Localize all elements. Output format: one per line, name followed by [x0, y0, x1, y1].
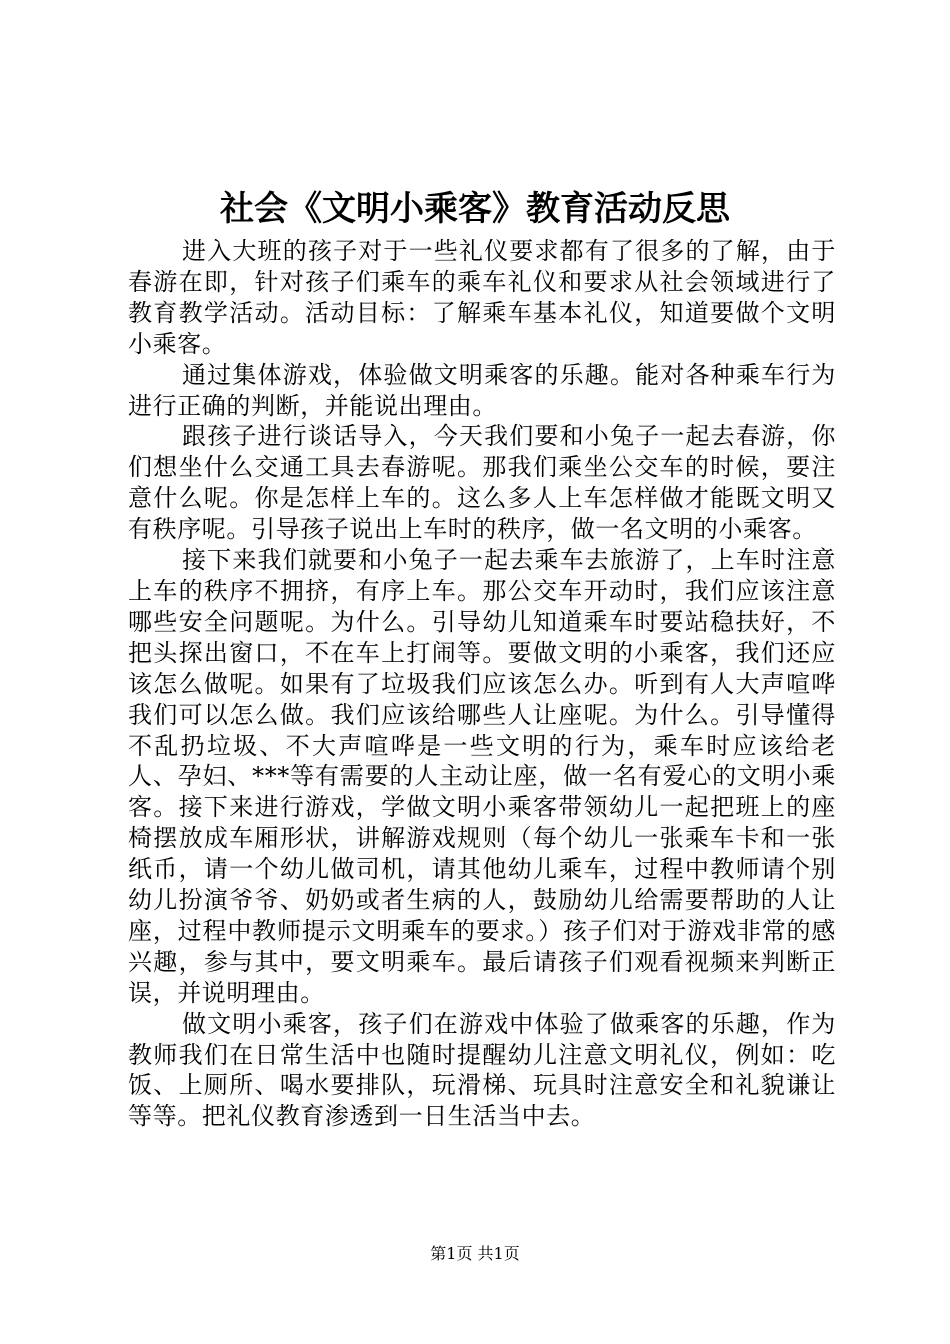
paragraph-conclusion: 做文明小乘客，孩子们在游戏中体验了做乘客的乐趣，作为教师我们在日常生活中也随时提醒幼儿注意文明礼仪，例如：吃饭、上厕所、喝水要排队，玩滑梯、玩具时注意安全和礼貌谦让等等。把礼仪教育渗透到一日生活当中去。 — [128, 1009, 836, 1131]
paragraph-intro: 进入大班的孩子对于一些礼仪要求都有了很多的了解，由于春游在即，针对孩子们乘车的乘车礼仪和要求从社会领域进行了教育教学活动。活动目标：了解乘车基本礼仪，知道要做个文明小乘客。 — [128, 237, 836, 358]
paragraph-game: 接下来我们就要和小兔子一起去乘车去旅游了，上车时注意上车的秩序不拥挤，有序上车。那公交车开动时，我们应该注意哪些安全问题呢。为什么。引导幼儿知道乘车时要站稳扶好，不把头探出窗口，不在车上打闹等。要做文明的小乘客，我们还应该怎么做呢。如果有了垃圾我们应该怎么办。听到有人大声喧哗我们可以怎么做。我们应该给哪些人让座呢。为什么。引导懂得不乱扔垃圾、不大声喧哗是一些文明的行为，乘车时应该给老人、孕妇、***等有需要的人主动让座，做一名有爱心的文明小乘客。接下来进行游戏，学做文明小乘客带领幼儿一起把班上的座椅摆放成车厢形状，讲解游戏规则（每个幼儿一张乘车卡和一张纸币，请一个幼儿做司机，请其他幼儿乘车，过程中教师请个别幼儿扮演爷爷、奶奶或者生病的人，鼓励幼儿给需要帮助的人让座，过程中教师提示文明乘车的要求。）孩子们对于游戏非常的感兴趣，参与其中，要文明乘车。最后请孩子们观看视频来判断正误，并说明理由。 — [128, 546, 836, 1007]
paragraph-goal: 通过集体游戏，体验做文明乘客的乐趣。能对各种乘车行为进行正确的判断，并能说出理由。 — [128, 360, 836, 420]
paragraph-conversation: 跟孩子进行谈话导入，今天我们要和小兔子一起去春游，你们想坐什么交通工具去春游呢。那我们乘坐公交车的时候，要注意什么呢。你是怎样上车的。这么多人上车怎样做才能既文明又有秩序呢。引导孩子说出上车时的秩序，做一名文明的小乘客。 — [128, 422, 836, 544]
document-title: 社会《文明小乘客》教育活动反思 — [220, 189, 730, 229]
document-body — [128, 236, 836, 1132]
page-footer: 第1页 共1页 — [430, 1244, 520, 1263]
